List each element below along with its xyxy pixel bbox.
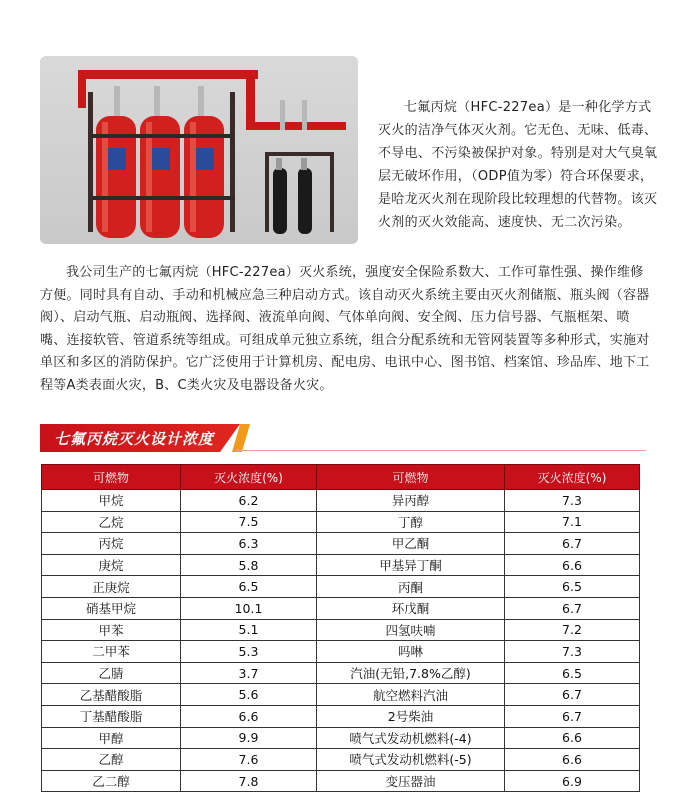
combustible-cell: 异丙醇	[317, 490, 505, 512]
combustible-cell: 乙烷	[42, 511, 181, 533]
concentration-cell: 6.6	[505, 554, 640, 576]
table-row	[42, 749, 640, 771]
concentration-cell: 6.6	[505, 727, 640, 749]
section-title: 七氟丙烷灭火设计浓度	[54, 430, 215, 448]
combustible-cell: 乙腈	[42, 662, 181, 684]
header-combustible: 可燃物	[317, 465, 505, 490]
concentration-cell: 7.8	[181, 770, 317, 792]
concentration-cell: 7.1	[505, 511, 640, 533]
header-concentration: 灭火浓度(%)	[505, 465, 640, 490]
concentration-cell: 6.7	[505, 684, 640, 706]
combustible-cell: 丙烷	[42, 533, 181, 555]
combustible-cell: 乙醇	[42, 749, 181, 771]
combustible-cell: 汽油(无铅,7.8%乙醇)	[317, 662, 505, 684]
combustible-cell: 丁基醋酸脂	[42, 705, 181, 727]
combustible-cell: 硝基甲烷	[42, 597, 181, 619]
combustible-cell: 丙酮	[317, 576, 505, 598]
concentration-cell: 7.5	[181, 511, 317, 533]
table-header-row	[42, 465, 640, 490]
concentration-cell: 6.5	[505, 662, 640, 684]
combustible-cell: 吗啉	[317, 641, 505, 663]
combustible-cell: 喷气式发动机燃料(-5)	[317, 749, 505, 771]
concentration-cell: 6.6	[505, 749, 640, 771]
table-row	[42, 641, 640, 663]
concentration-cell: 5.1	[181, 619, 317, 641]
concentration-cell: 5.6	[181, 684, 317, 706]
table-row	[42, 705, 640, 727]
combustible-cell: 丁醇	[317, 511, 505, 533]
description-paragraph: 我公司生产的七氟丙烷（HFC-227ea）灭火系统，强度安全保险系数大、工作可靠性强、操作维修方便。同时具有自动、手动和机械应急三种启动方式。该自动灭火系统主要由灭火剂储瓶、瓶头阀（容器阀）、启动气瓶、启动瓶阀、选择阀、液流单向阀、气体单向阀、安全阀、压力信号器、气瓶框架、喷嘴、连接软管、管道系统等组成。可组成单元独立系统，组合分配系统和无管网装置等多种形式，实施对单区和多区的消防保护。它广泛使用于计算机房、配电房、电讯中心、图书馆、档案馆、珍品库、地下工程等A类表面火灾，B、C类火灾及电器设备火灾。	[40, 265, 650, 393]
section-banner	[40, 424, 240, 452]
combustible-cell: 甲醇	[42, 727, 181, 749]
concentration-cell: 7.2	[505, 619, 640, 641]
combustible-cell: 2号柴油	[317, 705, 505, 727]
banner-divider	[236, 450, 646, 451]
concentration-cell: 7.3	[505, 490, 640, 512]
table-row	[42, 619, 640, 641]
concentration-cell: 6.7	[505, 705, 640, 727]
table-row	[42, 684, 640, 706]
combustible-cell: 甲基异丁酮	[317, 554, 505, 576]
combustible-cell: 变压器油	[317, 770, 505, 792]
concentration-cell: 10.1	[181, 597, 317, 619]
concentration-cell: 6.2	[181, 490, 317, 512]
combustible-cell: 甲苯	[42, 619, 181, 641]
table-row	[42, 511, 640, 533]
concentration-table	[41, 464, 640, 792]
table-row	[42, 490, 640, 512]
concentration-cell: 9.9	[181, 727, 317, 749]
combustible-cell: 甲乙酮	[317, 533, 505, 555]
concentration-cell: 5.3	[181, 641, 317, 663]
concentration-cell: 6.9	[505, 770, 640, 792]
intro-paragraph: 七氟丙烷（HFC-227ea）是一种化学方式灭火的洁净气体灭火剂。它无色、无味、低毒、不导电、不污染被保护对象。特别是对大气臭氧层无破坏作用，（ODP值为零）符合环保要求，是哈龙灭火剂在现阶段比较理想的代替物。该灭火剂的灭火效能高、速度快、无二次污染。	[378, 100, 658, 230]
combustible-cell: 乙基醋酸脂	[42, 684, 181, 706]
concentration-cell: 6.7	[505, 597, 640, 619]
concentration-cell: 6.6	[181, 705, 317, 727]
combustible-cell: 庚烷	[42, 554, 181, 576]
concentration-cell: 6.5	[505, 576, 640, 598]
concentration-cell: 6.7	[505, 533, 640, 555]
fire-suppression-system-illustration	[40, 56, 358, 244]
combustible-cell: 甲烷	[42, 490, 181, 512]
combustible-cell: 乙二醇	[42, 770, 181, 792]
combustible-cell: 航空燃料汽油	[317, 684, 505, 706]
table-row	[42, 662, 640, 684]
product-photo	[40, 56, 358, 244]
combustible-cell: 二甲苯	[42, 641, 181, 663]
header-combustible: 可燃物	[42, 465, 181, 490]
combustible-cell: 正庚烷	[42, 576, 181, 598]
concentration-cell: 3.7	[181, 662, 317, 684]
header-concentration: 灭火浓度(%)	[181, 465, 317, 490]
concentration-cell: 7.3	[505, 641, 640, 663]
table-row	[42, 554, 640, 576]
concentration-cell: 6.5	[181, 576, 317, 598]
combustible-cell: 四氢呋喃	[317, 619, 505, 641]
table-row	[42, 727, 640, 749]
combustible-cell: 喷气式发动机燃料(-4)	[317, 727, 505, 749]
combustible-cell: 环戊酮	[317, 597, 505, 619]
concentration-cell: 7.6	[181, 749, 317, 771]
table-row	[42, 770, 640, 792]
table-row	[42, 533, 640, 555]
concentration-cell: 5.8	[181, 554, 317, 576]
table-row	[42, 576, 640, 598]
concentration-cell: 6.3	[181, 533, 317, 555]
table-row	[42, 597, 640, 619]
